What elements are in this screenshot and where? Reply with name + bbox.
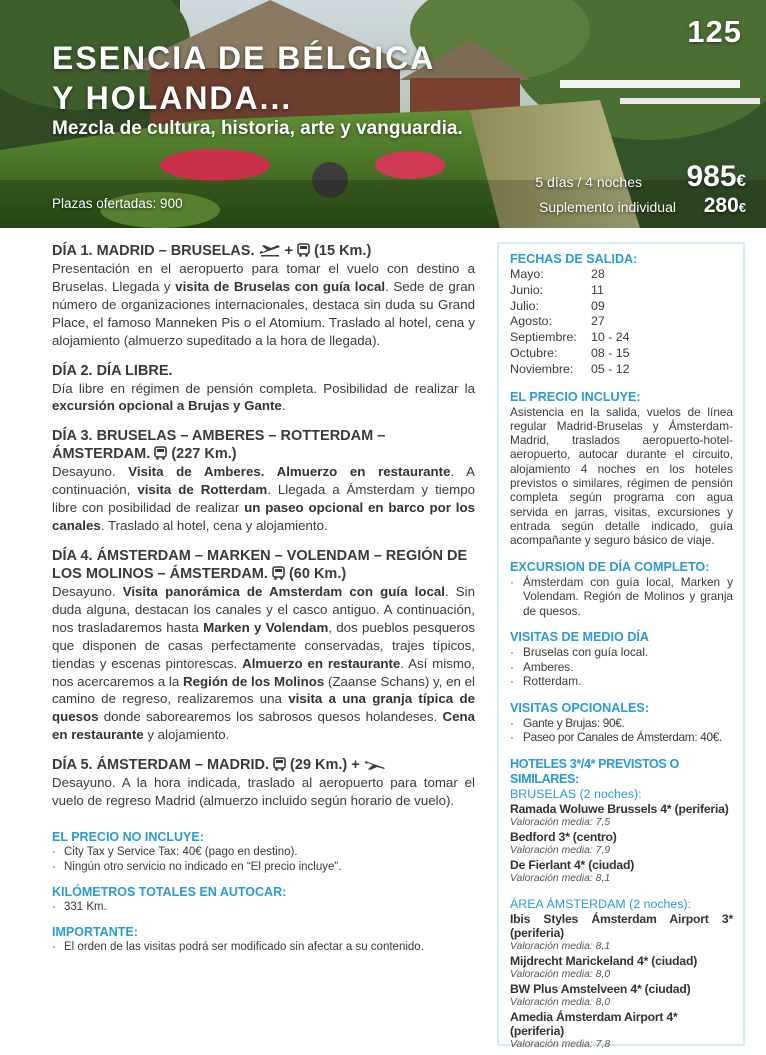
hotel-name: Bedford 3* (centro) <box>510 829 617 844</box>
bus-icon <box>273 757 286 771</box>
hotel-rating: Valoración media: 7,9 <box>510 844 611 856</box>
supplement-label: Suplemento individual <box>539 199 676 215</box>
day-3-b2: visita de Rotterdam <box>137 482 268 498</box>
fecha-month: Agosto: <box>510 314 553 329</box>
plazas-ofertadas: Plazas ofertadas: 900 <box>52 196 183 211</box>
hotel-name: Ibis Styles Ámsterdam Airport 3* (periferia) <box>510 911 733 940</box>
fecha-month: Septiembre: <box>510 330 577 345</box>
list-item <box>510 330 733 346</box>
price-value: 985 <box>686 160 737 193</box>
day-4-b4: Región de los Molinos <box>183 673 325 689</box>
day-2-text <box>52 380 475 416</box>
amsterdam-label: ÁREA ÁMSTERDAM (2 noches): <box>510 896 692 911</box>
title-line-2: Y HOLANDA... <box>52 80 293 116</box>
list-item: · Ningún otro servicio no indicado en “El precio incluye”. <box>52 860 475 875</box>
info-sidebar <box>497 242 745 1050</box>
trip-duration: 5 días / 4 noches <box>535 174 642 190</box>
price-currency: € <box>736 171 746 190</box>
bruselas-label: BRUSELAS (2 noches): <box>510 786 642 801</box>
hotels-section <box>510 757 733 1052</box>
list-item: · 331 Km. <box>52 900 475 915</box>
day-4 <box>52 547 475 744</box>
supplement-currency: € <box>738 200 746 215</box>
day-3-text <box>52 463 475 535</box>
day-2-t1: Día libre en régimen de pensión completa. Posibilidad de realizar la <box>52 380 475 396</box>
page-subtitle: Mezcla de cultura, historia, arte y vanguardia. <box>52 118 463 139</box>
list-item: · Paseo por Canales de Ámsterdam: 40€. <box>510 730 733 745</box>
fecha-days: 05 - 12 <box>591 361 630 376</box>
importante-title: IMPORTANTE: <box>52 924 138 939</box>
day-1-t2: . Sede de gran número de organizaciones internacionales, destaca sin duda su Grand Place, el famoso Manneken Pis o el Atomium. Traslado al hotel, cena y alojamiento (almuerzo supeditado a la hora de llegada). <box>52 278 475 348</box>
day-1-t1: Presentación en el aeropuerto para tomar el vuelo con destino a Bruselas. Llegada y <box>52 261 475 294</box>
day-4-b6: Cena en restaurante <box>52 709 475 743</box>
bus-icon <box>154 446 167 460</box>
medio-dia-title: VISITAS DE MEDIO DÍA <box>510 630 650 645</box>
list-item <box>510 314 733 330</box>
incluye-text: Asistencia en la salida, vuelos de línea regular Madrid-Bruselas y Ámsterdam-Madrid, traslados aeropuerto-hotel-aeropuerto, autocar durante el circuito, alojamiento 4 noches en los hoteles previstos o similares, régimen de pensión completa según programa con agua servida en jarras, visitas, excursiones y entrada según detalle indicado, guía acompañante y seguro básico de viaje. <box>510 404 733 548</box>
day-2-b1: excursión opcional a Brujas y Gante <box>52 398 282 414</box>
list-item <box>510 299 733 315</box>
day-4-b5: visita a una granja típica de quesos <box>52 691 475 725</box>
day-2 <box>52 362 475 416</box>
opcionales-list <box>510 716 733 745</box>
hotel-name: Mijdrecht Marickeland 4* (ciudad) <box>510 953 698 968</box>
day-5-km: (29 Km.) + <box>290 757 360 774</box>
day-4-b1: Visita panorámica de Amsterdam con guía local <box>122 583 445 599</box>
km-totales <box>52 885 475 915</box>
hotel-rating: Valoración media: 8,1 <box>510 940 611 952</box>
list-item: · Gante y Brujas: 90€. <box>510 716 733 731</box>
fecha-days: 11 <box>591 282 604 297</box>
list-item: · El orden de las visitas podrá ser modificado sin afectar a su contenido. <box>52 940 475 955</box>
day-4-b2: Marken y Volendam <box>203 619 329 635</box>
day-4-b3: Almuerzo en restaurante <box>242 655 401 671</box>
day-2-title: DÍA 2. DÍA LIBRE. <box>52 362 173 379</box>
day-2-t2: . <box>281 398 286 414</box>
day-4-t6: donde saborearemos los sabrosos quesos holandeses. <box>98 709 443 725</box>
fecha-month: Noviembre: <box>510 361 574 376</box>
list-item <box>510 267 733 283</box>
hotel-name: Amedia Ámsterdam Airport 4* (periferia) <box>510 1009 678 1038</box>
hoteles-title: HOTELES 3*/4* PREVISTOS O SIMILARES: <box>510 756 679 786</box>
day-5-title-text: DÍA 5. ÁMSTERDAM – MADRID. <box>52 757 269 774</box>
medio-dia-list <box>510 645 733 689</box>
excursion-title: EXCURSION DE DÍA COMPLETO: <box>510 559 710 574</box>
bus-icon <box>297 243 310 257</box>
hotel-rating: Valoración media: 8,1 <box>510 872 611 884</box>
fecha-month: Mayo: <box>510 267 544 281</box>
day-3-km: (227 Km.) <box>171 446 237 463</box>
day-5-text: Desayuno. A la hora indicada, traslado al aeropuerto para tomar el vuelo de regreso Madrid (almuerzo incluido según horario de vuelo). <box>52 775 475 809</box>
list-item <box>510 346 733 362</box>
day-1-b1: visita de Bruselas con guía local <box>175 278 386 294</box>
hotel-rating: Valoración media: 8,0 <box>510 968 611 980</box>
itinerary <box>52 242 475 955</box>
fecha-days: 09 <box>591 298 605 313</box>
day-3-t1: Desayuno. <box>52 464 129 480</box>
list-item <box>510 362 733 378</box>
fechas-title: FECHAS DE SALIDA: <box>510 252 638 266</box>
day-4-title-text: DÍA 4. ÁMSTERDAM – MARKEN – VOLENDAM – REGIÓN DE LOS MOLINOS – ÁMSTERDAM. <box>52 547 468 582</box>
day-4-text <box>52 583 475 744</box>
day-4-t4: . Así mismo, nos acercaremos a la <box>52 655 475 689</box>
opcionales-title: VISITAS OPCIONALES: <box>510 700 650 715</box>
hero-banner <box>0 0 766 228</box>
list-item: · Ámsterdam con guía local, Marken y Volendam. Región de Molinos y granja de quesos. <box>510 575 733 619</box>
airplane-icon <box>364 757 386 771</box>
list-item: · City Tax y Service Tax: 40€ (pago en destino). <box>52 845 475 860</box>
day-4-title <box>52 547 475 583</box>
supplement-value: 280 <box>703 194 739 217</box>
supplement-price <box>704 194 746 218</box>
day-1-km: (15 Km.) <box>314 243 372 259</box>
hotel-name: Ramada Woluwe Brussels 4* (periferia) <box>510 801 729 816</box>
no-incluye <box>52 830 475 875</box>
day-1-text <box>52 260 475 350</box>
day-5-title <box>52 756 475 774</box>
fecha-days: 27 <box>591 314 605 329</box>
hotel-name: BW Plus Amstelveen 4* (ciudad) <box>510 981 691 996</box>
page-number: 125 <box>687 14 742 49</box>
list-item: · Amberes. <box>510 660 733 675</box>
bus-icon <box>272 566 285 580</box>
fecha-days: 08 - 15 <box>591 345 630 360</box>
hotel-rating: Valoración media: 7,8 <box>510 1038 611 1050</box>
day-3-title-text: DÍA 3. BRUSELAS – AMBERES – ROTTERDAM – ÁMSTERDAM. <box>52 428 386 463</box>
fechas-list <box>510 267 733 378</box>
day-4-t2: . Sin duda alguna, destacan los canales y el casco antiguo. A continuación, nos trasladaremos hasta <box>52 583 475 635</box>
no-incluye-title: EL PRECIO NO INCLUYE: <box>52 829 204 844</box>
fecha-days: 28 <box>591 267 605 281</box>
day-3-b1: Visita de Amberes. Almuerzo en restaurante <box>128 464 451 480</box>
day-3-title <box>52 427 475 463</box>
list-item: · Bruselas con guía local. <box>510 645 733 660</box>
day-1 <box>52 242 475 350</box>
day-5 <box>52 756 475 810</box>
day-3 <box>52 427 475 535</box>
fecha-month: Julio: <box>510 298 539 313</box>
day-4-t7: y alojamiento. <box>143 727 230 743</box>
day-1-plus: + <box>284 243 294 259</box>
title-line-1: ESENCIA DE BÉLGICA <box>52 40 436 76</box>
day-1-title <box>52 242 475 260</box>
day-3-t4: . Traslado al hotel, cena y alojamiento. <box>100 518 328 534</box>
fecha-month: Junio: <box>510 282 544 297</box>
day-3-t2: . A continuación, <box>52 464 475 498</box>
day-3-b3: un paseo opcional en barco por los canales <box>52 500 475 534</box>
day-4-km: (60 Km.) <box>288 565 347 582</box>
day-4-t5: (Zaanse Schans) y, en el camino de regreso, realizaremos una <box>52 673 475 707</box>
incluye-title: EL PRECIO INCLUYE: <box>510 389 641 404</box>
hotel-rating: Valoración media: 8,0 <box>510 996 611 1008</box>
day-1-title-text: DÍA 1. MADRID – BRUSELAS. <box>52 243 255 259</box>
list-item <box>510 283 733 299</box>
importante <box>52 925 475 955</box>
list-item: · Rotterdam. <box>510 674 733 689</box>
hotel-rating: Valoración media: 7,5 <box>510 816 611 828</box>
fecha-days: 10 - 24 <box>591 330 630 345</box>
fecha-month: Octubre: <box>510 345 558 360</box>
airplane-icon <box>259 243 281 257</box>
day-4-t1: Desayuno. <box>52 583 123 599</box>
excursion-list <box>510 575 733 619</box>
km-totales-title: KILÓMETROS TOTALES EN AUTOCAR: <box>52 884 287 899</box>
day-4-t3: , dos pueblos pesqueros que disponen de casas perfectamente conservadas, trajes típicos, tiendas y escenas pintorescas. <box>52 619 475 671</box>
hotel-name: De Fierlant 4* (ciudad) <box>510 857 635 872</box>
day-3-t3: . Llegada a Ámsterdam y tiempo libre con posibilidad de realizar <box>52 482 475 516</box>
page-title <box>52 38 435 118</box>
trip-price <box>686 160 746 194</box>
